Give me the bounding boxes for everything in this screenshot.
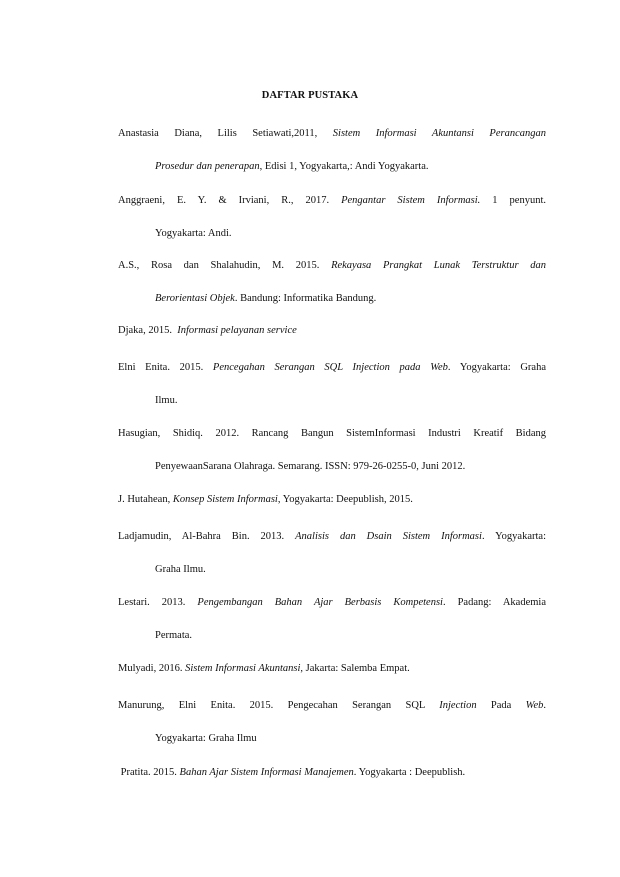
reference-line [118, 217, 546, 250]
reference-entry [118, 117, 546, 183]
reference-entry [118, 417, 546, 483]
reference-title: Prosedur dan penerapan [155, 161, 260, 172]
reference-text: Elni Enita. 2015. [118, 362, 213, 373]
reference-text: Hasugian, Shidiq. 2012. Rancang Bangun SistemInformasi Industri Kreatif Bidang [118, 428, 546, 439]
reference-title: Informasi pelayanan service [177, 325, 297, 336]
reference-text: 1 penyunt. [480, 195, 547, 206]
reference-text: , Jakarta: Salemba Empat. [300, 663, 410, 674]
reference-line [118, 184, 546, 217]
reference-line [118, 652, 546, 685]
reference-text: . Yogyakarta: [481, 531, 546, 542]
reference-text: PenyewaanSarana Olahraga. Semarang. ISSN: 979-26-0255-0, Juni 2012. [155, 461, 466, 472]
reference-entry [118, 351, 546, 417]
reference-title: Rekayasa Prangkat Lunak Terstruktur dan [331, 260, 547, 271]
reference-line [118, 249, 546, 282]
reference-text: Pratita. 2015. [118, 767, 180, 778]
reference-title: Pencegahan Serangan SQL Injection pada Web [212, 362, 448, 373]
reference-line [118, 117, 546, 150]
reference-line [118, 314, 546, 347]
reference-title: Pengembangan Bahan Ajar Berbasis Kompetensi [197, 597, 443, 608]
reference-title: Berorientasi Objek [155, 293, 235, 304]
reference-text: Ladjamudin, Al-Bahra Bin. 2013. [118, 531, 296, 542]
reference-text: Yogyakarta: Graha Ilmu [155, 733, 257, 744]
reference-title: Bahan Ajar Sistem Informasi Manajemen [179, 767, 354, 778]
reference-entry [118, 314, 546, 347]
reference-title: Web [525, 700, 544, 711]
reference-line [118, 586, 546, 619]
reference-text: . Yogyakarta : Deepublish. [353, 767, 466, 778]
reference-line [118, 722, 546, 755]
reference-title: Konsep Sistem Informasi [172, 494, 278, 505]
reference-title: Analisis dan Dsain Sistem Informasi [295, 531, 482, 542]
reference-entry [118, 586, 546, 652]
reference-text: Anggraeni, E. Y. & Irviani, R., 2017. [118, 195, 342, 206]
reference-text: . Yogyakarta: Graha [447, 362, 546, 373]
reference-text: . Bandung: Informatika Bandung. [234, 293, 377, 304]
reference-text: Ilmu. [155, 395, 178, 406]
reference-text: Mulyadi, 2016. [118, 663, 186, 674]
reference-line [118, 619, 546, 652]
reference-text: Lestari. 2013. [118, 597, 198, 608]
reference-entry [118, 756, 546, 789]
reference-text: Djaka, 2015. [118, 325, 178, 336]
reference-text: Permata. [155, 630, 193, 641]
reference-entry [118, 520, 546, 586]
reference-line [118, 450, 546, 483]
reference-line [118, 520, 546, 553]
reference-text: Anastasia Diana, Lilis Setiawati,2011, [118, 128, 333, 139]
reference-text: Yogyakarta: Andi. [155, 228, 232, 239]
reference-title: Pengantar Sistem Informasi. [341, 195, 481, 206]
reference-text: , Yogyakarta: Deepublish, 2015. [277, 494, 413, 505]
reference-title: Injection [439, 700, 477, 711]
reference-entry [118, 483, 546, 516]
reference-line [118, 756, 546, 789]
reference-text: . Padang: Akademia [442, 597, 546, 608]
reference-entry [118, 652, 546, 685]
reference-line [118, 417, 546, 450]
reference-text: J. Hutahean, [118, 494, 173, 505]
reference-line [118, 689, 546, 722]
reference-line [118, 384, 546, 417]
reference-entry [118, 249, 546, 315]
reference-line [118, 282, 546, 315]
reference-text: Manurung, Elni Enita. 2015. Pengecahan Serangan SQL [118, 700, 440, 711]
reference-entry [118, 184, 546, 250]
reference-title: Sistem Informasi Akuntansi [185, 663, 301, 674]
page-title: DAFTAR PUSTAKA [261, 90, 359, 101]
reference-text: . [543, 700, 546, 711]
reference-line [118, 150, 546, 183]
reference-text: Pada [476, 700, 526, 711]
reference-text: Graha Ilmu. [155, 564, 206, 575]
reference-line [118, 553, 546, 586]
reference-line [118, 483, 546, 516]
reference-text: , Edisi 1, Yogyakarta,: Andi Yogyakarta. [259, 161, 429, 172]
reference-text: A.S., Rosa dan Shalahudin, M. 2015. [118, 260, 332, 271]
reference-line [118, 351, 546, 384]
reference-title: Sistem Informasi Akuntansi Perancangan [332, 128, 546, 139]
reference-entry [118, 689, 546, 755]
